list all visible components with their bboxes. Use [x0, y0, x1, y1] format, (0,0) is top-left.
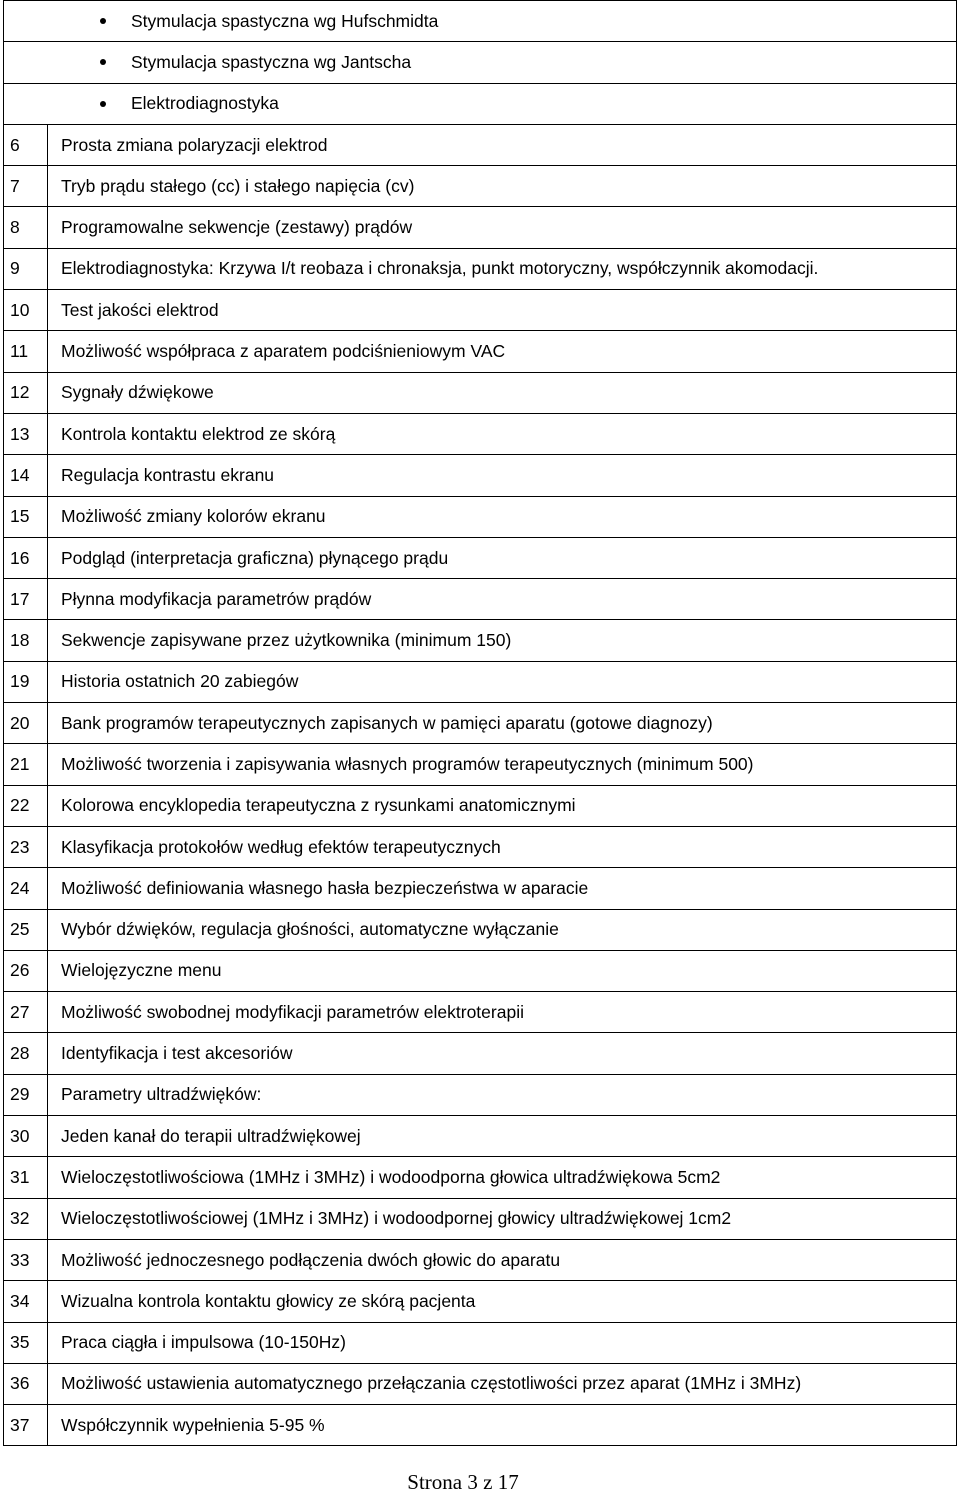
row-description: Wybór dźwięków, regulacja głośności, automatyczne wyłączanie — [48, 909, 957, 950]
row-number: 37 — [4, 1405, 48, 1446]
bullet-row — [4, 42, 957, 83]
row-description: Identyfikacja i test akcesoriów — [48, 1033, 957, 1074]
row-description: Parametry ultradźwięków: — [48, 1074, 957, 1115]
table-row — [4, 1116, 957, 1157]
table-row — [4, 413, 957, 454]
row-description: Możliwość ustawienia automatycznego przełączania częstotliwości przez aparat (1MHz i 3MHz) — [48, 1363, 957, 1404]
row-number: 30 — [4, 1116, 48, 1157]
row-number: 24 — [4, 868, 48, 909]
row-description: Praca ciągła i impulsowa (10-150Hz) — [48, 1322, 957, 1363]
row-number: 35 — [4, 1322, 48, 1363]
table-row — [4, 455, 957, 496]
row-description: Możliwość zmiany kolorów ekranu — [48, 496, 957, 537]
page-footer: Strona 3 z 17 — [407, 1470, 519, 1494]
row-description: Możliwość współpraca z aparatem podciśnieniowym VAC — [48, 331, 957, 372]
bullet-item-text: Stymulacja spastyczna wg Jantscha — [131, 51, 412, 72]
bullet-item-text: Elektrodiagnostyka — [131, 93, 279, 114]
row-number: 25 — [4, 909, 48, 950]
row-description: Możliwość definiowania własnego hasła bezpieczeństwa w aparacie — [48, 868, 957, 909]
row-number: 9 — [4, 248, 48, 289]
row-number: 12 — [4, 372, 48, 413]
table-row — [4, 909, 957, 950]
table-row — [4, 166, 957, 207]
row-number: 7 — [4, 166, 48, 207]
table-row — [4, 826, 957, 867]
row-number: 32 — [4, 1198, 48, 1239]
row-number: 20 — [4, 703, 48, 744]
row-description: Tryb prądu stałego (cc) i stałego napięcia (cv) — [48, 166, 957, 207]
table-row — [4, 1074, 957, 1115]
table-row — [4, 950, 957, 991]
row-description: Sekwencje zapisywane przez użytkownika (minimum 150) — [48, 620, 957, 661]
row-number: 34 — [4, 1281, 48, 1322]
table-row — [4, 1322, 957, 1363]
row-description: Wielojęzyczne menu — [48, 950, 957, 991]
specification-table — [3, 0, 957, 1446]
row-description: Wieloczęstotliwościowej (1MHz i 3MHz) i wodoodpornej głowicy ultradźwiękowej 1cm2 — [48, 1198, 957, 1239]
table-row — [4, 620, 957, 661]
table-row — [4, 703, 957, 744]
row-description: Kolorowa encyklopedia terapeutyczna z rysunkami anatomicznymi — [48, 785, 957, 826]
row-description: Historia ostatnich 20 zabiegów — [48, 661, 957, 702]
row-description: Klasyfikacja protokołów według efektów terapeutycznych — [48, 826, 957, 867]
row-description: Możliwość tworzenia i zapisywania własnych programów terapeutycznych (minimum 500) — [48, 744, 957, 785]
row-number: 22 — [4, 785, 48, 826]
row-description: Programowalne sekwencje (zestawy) prądów — [48, 207, 957, 248]
row-description: Prosta zmiana polaryzacji elektrod — [48, 124, 957, 165]
row-description: Wieloczęstotliwościowa (1MHz i 3MHz) i wodoodporna głowica ultradźwiękowa 5cm2 — [48, 1157, 957, 1198]
bullet-cell — [4, 42, 957, 83]
row-number: 15 — [4, 496, 48, 537]
row-description: Podgląd (interpretacja graficzna) płynącego prądu — [48, 537, 957, 578]
row-description: Elektrodiagnostyka: Krzywa I/t reobaza i chronaksja, punkt motoryczny, współczynnik akomodacji. — [48, 248, 957, 289]
row-description: Możliwość jednoczesnego podłączenia dwóch głowic do aparatu — [48, 1239, 957, 1280]
row-description: Wizualna kontrola kontaktu głowicy ze skórą pacjenta — [48, 1281, 957, 1322]
row-number: 8 — [4, 207, 48, 248]
table-row — [4, 868, 957, 909]
table-row — [4, 496, 957, 537]
row-description: Kontrola kontaktu elektrod ze skórą — [48, 413, 957, 454]
table-row — [4, 1239, 957, 1280]
bullet-cell — [4, 1, 957, 42]
table-row — [4, 537, 957, 578]
table-row — [4, 124, 957, 165]
table-row — [4, 1033, 957, 1074]
row-description: Możliwość swobodnej modyfikacji parametrów elektroterapii — [48, 992, 957, 1033]
table-row — [4, 661, 957, 702]
table-row — [4, 1281, 957, 1322]
row-description: Sygnały dźwiękowe — [48, 372, 957, 413]
row-number: 26 — [4, 950, 48, 991]
table-row — [4, 1157, 957, 1198]
row-number: 21 — [4, 744, 48, 785]
row-number: 36 — [4, 1363, 48, 1404]
row-description: Bank programów terapeutycznych zapisanych w pamięci aparatu (gotowe diagnozy) — [48, 703, 957, 744]
row-number: 29 — [4, 1074, 48, 1115]
specification-table-body — [4, 1, 957, 1446]
row-number: 18 — [4, 620, 48, 661]
table-row — [4, 992, 957, 1033]
table-row — [4, 1405, 957, 1446]
table-row — [4, 1198, 957, 1239]
table-row — [4, 207, 957, 248]
table-row — [4, 372, 957, 413]
row-description: Regulacja kontrastu ekranu — [48, 455, 957, 496]
row-number: 13 — [4, 413, 48, 454]
row-number: 11 — [4, 331, 48, 372]
row-description: Płynna modyfikacja parametrów prądów — [48, 579, 957, 620]
bullet-dot-icon — [100, 101, 106, 107]
table-row — [4, 785, 957, 826]
row-number: 14 — [4, 455, 48, 496]
row-number: 17 — [4, 579, 48, 620]
table-row — [4, 331, 957, 372]
row-number: 16 — [4, 537, 48, 578]
row-number: 33 — [4, 1239, 48, 1280]
row-number: 27 — [4, 992, 48, 1033]
table-row — [4, 248, 957, 289]
table-row — [4, 579, 957, 620]
bullet-row — [4, 83, 957, 124]
bullet-cell — [4, 83, 957, 124]
row-number: 6 — [4, 124, 48, 165]
bullet-row — [4, 1, 957, 42]
row-number: 28 — [4, 1033, 48, 1074]
table-row — [4, 1363, 957, 1404]
bullet-item-text: Stymulacja spastyczna wg Hufschmidta — [131, 10, 439, 31]
row-number: 19 — [4, 661, 48, 702]
row-description: Test jakości elektrod — [48, 290, 957, 331]
row-description: Jeden kanał do terapii ultradźwiękowej — [48, 1116, 957, 1157]
table-row — [4, 744, 957, 785]
row-number: 10 — [4, 290, 48, 331]
row-description: Współczynnik wypełnienia 5-95 % — [48, 1405, 957, 1446]
table-row — [4, 290, 957, 331]
row-number: 23 — [4, 826, 48, 867]
row-number: 31 — [4, 1157, 48, 1198]
